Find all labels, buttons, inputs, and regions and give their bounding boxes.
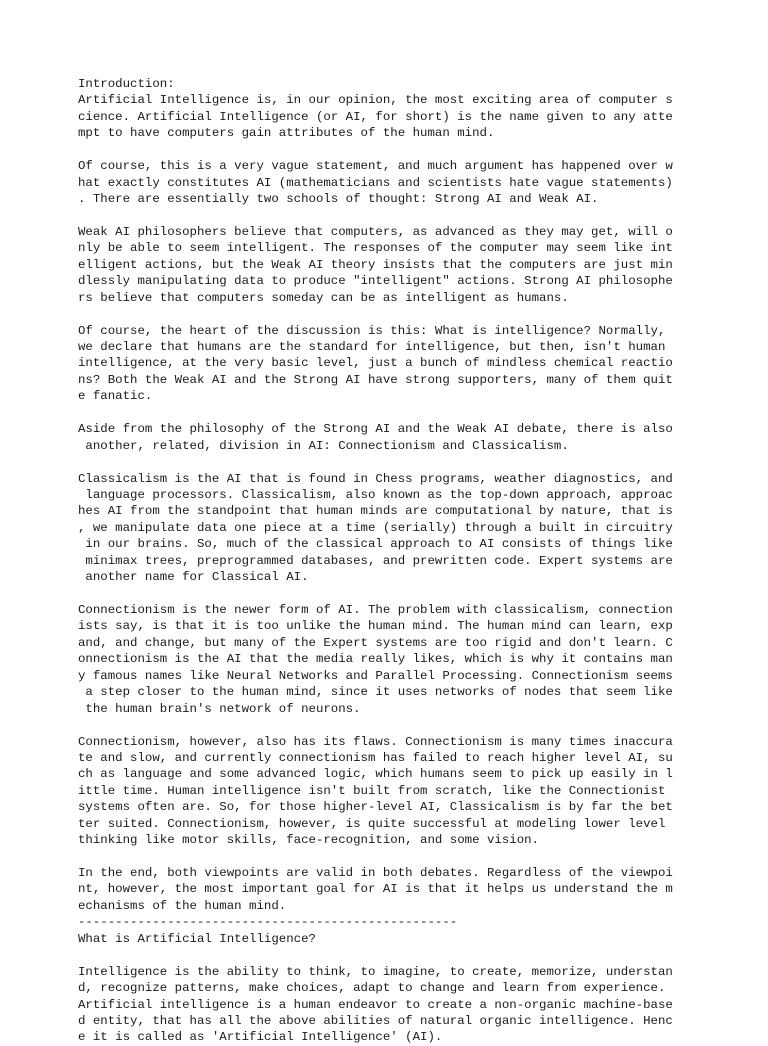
text-line: cience. Artificial Intelligence (or AI, for short) is the name given to any atte: [78, 109, 673, 124]
document-page: [78, 76, 698, 1046]
text-line: ittle time. Human intelligence isn't built from scratch, like the Connectionist: [78, 783, 666, 798]
text-line: Of course, the heart of the discussion is this: What is intelligence? Normally,: [78, 323, 666, 338]
text-line: ists say, is that it is too unlike the human mind. The human mind can learn, exp: [78, 619, 673, 634]
text-line: Artificial Intelligence is, in our opinion, the most exciting area of computer s: [78, 93, 673, 108]
text-line: Artificial intelligence is a human endeavor to create a non-organic machine-base: [78, 997, 673, 1012]
text-line: Introduction:: [78, 77, 175, 91]
text-line: hat exactly constitutes AI (mathematicians and scientists hate vague statements): [78, 175, 673, 190]
text-line: In the end, both viewpoints are valid in both debates. Regardless of the viewpoi: [78, 866, 673, 880]
text-line: and, and change, but many of the Expert systems are too rigid and don't learn. C: [78, 635, 673, 650]
blank-line: [78, 947, 698, 963]
text-line: y famous names like Neural Networks and Parallel Processing. Connectionism seems: [78, 668, 673, 683]
text-line: ter suited. Connectionism, however, is quite successful at modeling lower level: [78, 816, 666, 831]
text-line: mpt to have computers gain attributes of the human mind.: [78, 126, 495, 141]
text-line: thinking like motor skills, face-recognition, and some vision.: [78, 833, 540, 848]
text-line: Weak AI philosophers believe that computers, as advanced as they may get, will o: [78, 224, 673, 239]
blank-line: [78, 717, 698, 733]
text-line: systems often are. So, for those higher-level AI, Classicalism is by far the bet: [78, 800, 673, 815]
text-line: another, related, division in AI: Connectionism and Classicalism.: [78, 438, 569, 453]
text-line: e fanatic.: [78, 389, 153, 404]
blank-line: [78, 306, 698, 322]
text-line: Connectionism is the newer form of AI. The problem with classicalism, connection: [78, 603, 673, 617]
text-line: dlessly manipulating data to produce "intelligent" actions. Strong AI philosophe: [78, 274, 673, 289]
text-line: elligent actions, but the Weak AI theory insists that the computers are just min: [78, 257, 673, 272]
text-line: What is Artificial Intelligence?: [78, 931, 316, 946]
text-line: the human brain's network of neurons.: [78, 701, 361, 716]
text-line: ns? Both the Weak AI and the Strong AI have strong supporters, many of them quit: [78, 372, 673, 387]
text-line: nly be able to seem intelligent. The responses of the computer may seem like int: [78, 241, 673, 256]
text-line: we declare that humans are the standard for intelligence, but then, isn't human: [78, 340, 666, 354]
text-line: ch as language and some advanced logic, which humans seem to pick up easily in l: [78, 767, 673, 782]
text-line: Of course, this is a very vague statement, and much argument has happened over w: [78, 159, 673, 174]
blank-line: [78, 142, 698, 158]
text-line: , we manipulate data one piece at a time (serially) through a built in circuitry: [78, 520, 673, 535]
text-line: Connectionism, however, also has its flaws. Connectionism is many times inaccura: [78, 734, 673, 749]
text-line: d, recognize patterns, make choices, adapt to change and learn from experience.: [78, 981, 666, 996]
text-line: Aside from the philosophy of the Strong AI and the Weak AI debate, there is also: [78, 422, 673, 437]
text-line: Classicalism is the AI that is found in Chess programs, weather diagnostics, and: [78, 471, 673, 486]
text-line: hes AI from the standpoint that human minds are computational by nature, that is: [78, 504, 673, 519]
text-line: nt, however, the most important goal for AI is that it helps us understand the m: [78, 882, 673, 897]
blank-line: [78, 405, 698, 421]
blank-line: [78, 586, 698, 602]
text-line: ---------------------------------------------------: [78, 915, 458, 930]
text-line: in our brains. So, much of the classical approach to AI consists of things like: [78, 537, 673, 552]
text-line: Intelligence is the ability to think, to imagine, to create, memorize, understan: [78, 964, 673, 979]
blank-line: [78, 849, 698, 865]
text-line: . There are essentially two schools of thought: Strong AI and Weak AI.: [78, 192, 599, 207]
text-line: minimax trees, preprogrammed databases, and prewritten code. Expert systems are: [78, 553, 673, 568]
text-line: another name for Classical AI.: [78, 570, 309, 585]
text-line: rs believe that computers someday can be as intelligent as humans.: [78, 290, 569, 305]
text-line: te and slow, and currently connectionism has failed to reach higher level AI, su: [78, 750, 673, 765]
text-line: language processors. Classicalism, also known as the top-down approach, approac: [78, 487, 673, 502]
blank-line: [78, 454, 698, 470]
blank-line: [78, 208, 698, 224]
text-line: d entity, that has all the above abilities of natural organic intelligence. Henc: [78, 1013, 673, 1028]
text-line: intelligence, at the very basic level, just a bunch of mindless chemical reactio: [78, 356, 673, 371]
text-line: e it is called as 'Artificial Intelligence' (AI).: [78, 1030, 443, 1045]
text-line: onnectionism is the AI that the media really likes, which is why it contains man: [78, 652, 673, 667]
text-line: echanisms of the human mind.: [78, 898, 287, 913]
text-line: a step closer to the human mind, since it uses networks of nodes that seem like: [78, 685, 673, 700]
